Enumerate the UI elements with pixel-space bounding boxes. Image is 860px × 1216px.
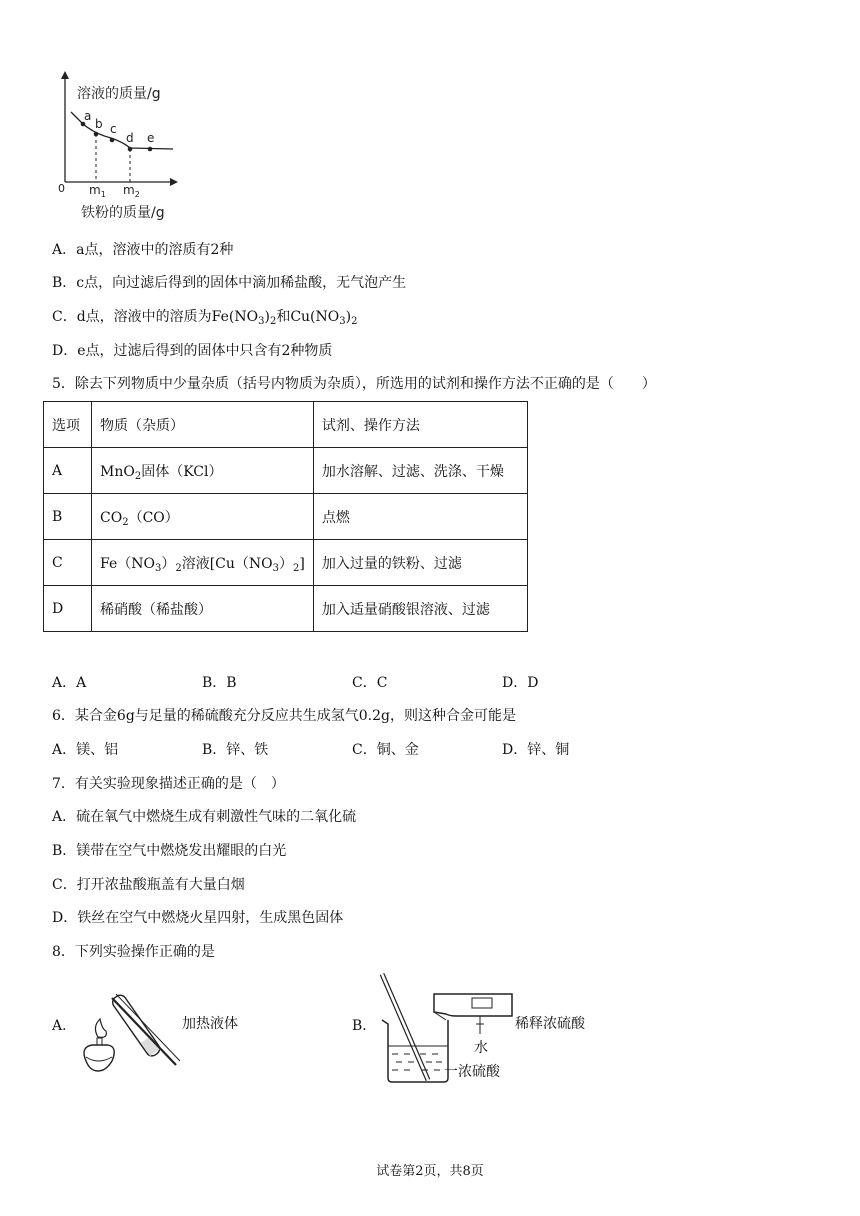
q8-caption-a: 加热液体	[182, 1016, 238, 1032]
q7-option-c: C．打开浓盐酸瓶盖有大量白烟	[52, 877, 245, 893]
row-method: 加入适量硝酸银溶液、过滤	[313, 586, 527, 632]
q7-option-a: A．硫在氧气中燃烧生成有刺激性气味的二氧化硫	[52, 809, 357, 825]
q6-choice-c: C．铜、金	[352, 742, 419, 758]
water-label: 水	[474, 1040, 488, 1056]
table-row	[44, 540, 528, 586]
y-axis-label: 溶液的质量/g	[77, 86, 161, 102]
table-row	[44, 586, 528, 632]
q8-label-b: B．	[352, 1018, 377, 1034]
page-footer: 试卷第2页，共8页	[376, 1164, 484, 1179]
row-option: B	[44, 494, 92, 540]
row-substance: MnO$_2$固体（KCl）	[92, 448, 314, 494]
row-method: 加水溶解、过滤、洗涤、干燥	[313, 448, 527, 494]
point-e	[148, 147, 153, 152]
table-header-row	[44, 402, 528, 448]
q6-choice-d: D．锌、铜	[502, 742, 570, 758]
q6-choice-a: A．镁、铝	[52, 742, 119, 758]
q6-choice-b: B．锌、铁	[202, 742, 269, 758]
q7-stem: 7．有关实验现象描述正确的是（ ）	[52, 776, 285, 792]
point-c	[110, 138, 115, 143]
acid-label: 一浓硫酸	[444, 1064, 500, 1080]
q6-stem: 6．某合金6g与足量的稀硫酸充分反应共生成氢气0.2g，则这种合金可能是	[52, 708, 517, 724]
y-axis-arrow	[61, 71, 69, 79]
test-tube-holder	[112, 998, 176, 1065]
q5-table	[43, 401, 528, 632]
q5-choice-c: C．C	[352, 675, 388, 691]
heating-liquid-figure	[76, 983, 186, 1075]
x-axis-label: 铁粉的质量/g	[81, 205, 165, 221]
q5-choices	[52, 673, 652, 693]
q4-option-b: B．c点，向过滤后得到的固体中滴加稀盐酸，无气泡产生	[52, 275, 407, 291]
point-label-d: d	[126, 131, 134, 145]
point-d	[128, 147, 133, 152]
q8-stem: 8．下列实验操作正确的是	[52, 944, 215, 960]
point-label-b: b	[95, 117, 103, 131]
q6-choices	[52, 740, 652, 760]
table-row	[44, 448, 528, 494]
q8-label-a: A．	[52, 1018, 77, 1034]
x-axis-arrow	[170, 178, 178, 186]
header-method: 试剂、操作方法	[313, 402, 527, 448]
flame	[95, 1019, 106, 1037]
bottle-label	[472, 998, 492, 1008]
q5-choice-b: B．B	[202, 675, 237, 691]
row-option: A	[44, 448, 92, 494]
row-substance: $CO_2(CO)$	[92, 494, 314, 540]
q5-choice-a: A．A	[52, 675, 87, 691]
q7-option-d: D．铁丝在空气中燃烧火星四射，生成黑色固体	[52, 910, 344, 926]
row-option: C	[44, 540, 92, 586]
q7-option-b: B．镁带在空气中燃烧发出耀眼的白光	[52, 843, 287, 859]
q8-caption-b: 稀释浓硫酸	[515, 1016, 585, 1032]
row-substance: 稀硝酸（稀盐酸）	[92, 586, 314, 632]
lamp-wick	[97, 1038, 102, 1045]
row-option: D	[44, 586, 92, 632]
point-b	[94, 132, 99, 137]
origin-label: 0	[58, 182, 65, 195]
point-label-c: c	[110, 122, 117, 136]
tick-m2: $m_2$	[123, 183, 140, 199]
table-row	[44, 494, 528, 540]
q4-option-c: C．d点，溶液中的溶质为$Fe(NO_3)_2$和$Cu(NO_3)_2$	[52, 309, 358, 327]
q4-option-d: D．e点，过滤后得到的固体中只含有2种物质	[52, 343, 333, 359]
header-option: 选项	[44, 402, 92, 448]
point-label-a: a	[84, 109, 92, 123]
header-substance: 物质（杂质）	[92, 402, 314, 448]
row-substance: $Fe(NO_3)_2$溶液$[Cu(NO_3)_2]$	[92, 540, 314, 586]
row-method: 加入过量的铁粉、过滤	[313, 540, 527, 586]
q4-option-a: A．a点，溶液中的溶质有2种	[52, 242, 234, 258]
row-method: 点燃	[313, 494, 527, 540]
q5-choice-d: D．D	[502, 675, 539, 691]
point-label-e: e	[147, 131, 155, 145]
tick-m1: $m_1$	[89, 183, 106, 199]
q5-stem: 5．除去下列物质中少量杂质（括号内物质为杂质），所选用的试剂和操作方法不正确的是（ ）	[52, 376, 656, 392]
solution-mass-graph	[55, 70, 190, 225]
